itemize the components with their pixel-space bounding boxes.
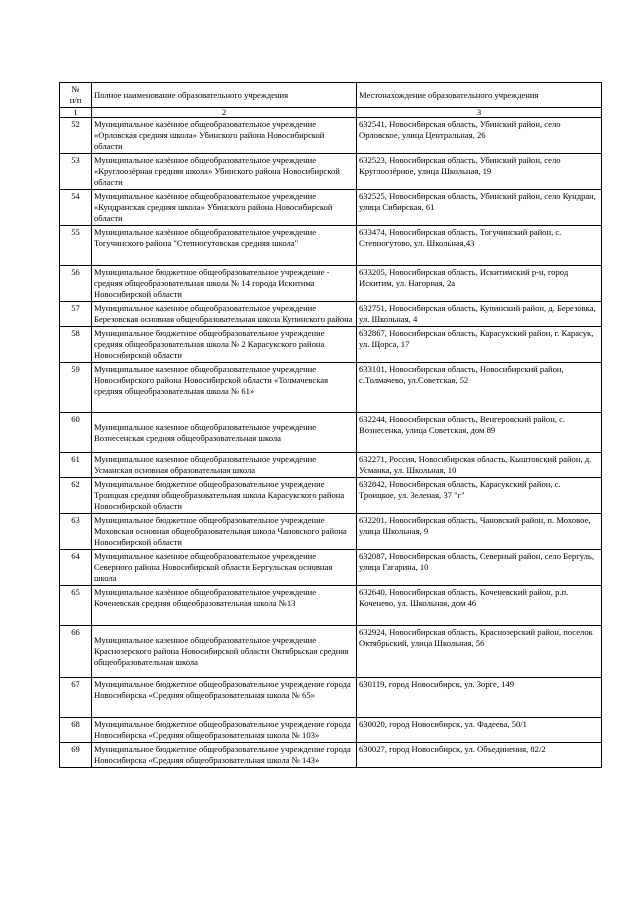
table-row (60, 586, 602, 626)
institution-name: Муниципальное казённое общеобразовательное учреждение Тогучинского района "Степногутовская средняя школа" (92, 226, 357, 266)
table-row (60, 514, 602, 550)
institution-address: 632924, Новосибирская область, Краснозерский район, поселок Октябрьский, улица Школьная, 56 (357, 626, 602, 678)
table-row (60, 363, 602, 413)
table-row (60, 678, 602, 718)
row-number: 53 (60, 154, 92, 190)
institution-address: 632842, Новосибирская область, Карасукский район, с. Троицкое, ул. Зеленая, 37 "г" (357, 478, 602, 514)
institution-name: Муниципальное казенное общеобразовательное учреждение Березовская основная общеобразовательная школа Купинского района (92, 302, 357, 327)
institution-address: 633101, Новосибирская область, Новосибирский район, с.Толмачево, ул.Советская, 52 (357, 363, 602, 413)
institution-name: Муниципальное бюджетное общеобразовательное учреждение средняя общеобразовательная школа № 2 Карасукского района Новосибирской области (92, 327, 357, 363)
institution-address: 632271, Россия, Новосибирская область, Кыштовский район, д. Усманка, ул. Школьная, 10 (357, 453, 602, 478)
table-row (60, 327, 602, 363)
institution-address: 632201, Новосибирская область, Чановский район, п. Моховое, улица Школьная, 9 (357, 514, 602, 550)
column-index-row (60, 108, 602, 118)
header-num-text: № п/п (69, 84, 82, 105)
institution-name: Муниципальное бюджетное общеобразовательное учреждение города Новосибирска «Средняя общеобразовательная школа № 65» (92, 678, 357, 718)
institution-address: 632244, Новосибирская область, Венгеровский район, с. Вознесенка, улица Советская, дом 89 (357, 413, 602, 453)
institution-address: 633205, Новосибирская область, Искитимский р-н, город Искитим, ул. Нагорная, 2а (357, 266, 602, 302)
row-number: 68 (60, 718, 92, 743)
row-number: 65 (60, 586, 92, 626)
column-index: 3 (357, 108, 602, 118)
institution-name: Муниципальное бюджетное общеобразовательное учреждение - средняя общеобразовательная школа № 14 города Искитима Новосибирской области (92, 266, 357, 302)
row-number: 55 (60, 226, 92, 266)
institution-name: Муниципальное бюджетное общеобразовательное учреждение города Новосибирска «Средняя общеобразовательная школа № 143» (92, 743, 357, 768)
institution-name: Муниципальное казенное общеобразовательное учреждение Вознесенская средняя общеобразовательная школа (92, 413, 357, 453)
institution-address: 630020, город Новосибирск, ул. Фадеева, 50/1 (357, 718, 602, 743)
header-address: Местонахождение образовательного учреждения (357, 83, 602, 108)
institution-address: 632523, Новосибирская область, Убинский район, село Круглоозёрное, улица Школьная, 19 (357, 154, 602, 190)
row-number: 61 (60, 453, 92, 478)
table-row (60, 266, 602, 302)
row-number: 64 (60, 550, 92, 586)
row-number: 63 (60, 514, 92, 550)
table-row (60, 190, 602, 226)
institution-name: Муниципальное казенное общеобразовательное учреждение Северного района Новосибирской области Бергульская основная школа (92, 550, 357, 586)
row-number: 58 (60, 327, 92, 363)
institution-address: 632541, Новосибирская область, Убинский район, село Орловское, улица Центральная, 26 (357, 118, 602, 154)
institution-address: 632525, Новосибирская область, Убинский район, село Кундран, улица Сибирская, 61 (357, 190, 602, 226)
row-number: 59 (60, 363, 92, 413)
header-num (60, 83, 92, 108)
table-body (60, 118, 602, 768)
table-header-row (60, 83, 602, 108)
table-row (60, 118, 602, 154)
institution-name: Муниципальное бюджетное общеобразовательное учреждение города Новосибирска «Средняя общеобразовательная школа № 103» (92, 718, 357, 743)
institution-address: 632867, Новосибирская область, Карасукский район, г. Карасук, ул. Щорса, 17 (357, 327, 602, 363)
table-row (60, 626, 602, 678)
table-row (60, 550, 602, 586)
table-row (60, 154, 602, 190)
institution-address: 632751, Новосибирская область, Купинский район, д. Березовка, ул. Школьная, 4 (357, 302, 602, 327)
institution-name: Муниципальное казённое общеобразовательное учреждение «Круглоозёрная средняя школа» Убинского района Новосибирской области (92, 154, 357, 190)
row-number: 57 (60, 302, 92, 327)
institution-address: 632640, Новосибирская область, Коченевский район, р.п. Коченево, ул. Школьная, дом 46 (357, 586, 602, 626)
row-number: 66 (60, 626, 92, 678)
institution-name: Муниципальное бюджетное общеобразовательное учреждение Моховская основная общеобразовательная школа Чановского района Новосибирской области (92, 514, 357, 550)
row-number: 69 (60, 743, 92, 768)
institution-name: Муниципальное казенное общеобразовательное учреждение Новосибирского района Новосибирской области «Толмачевская средняя общеобразовательная школа № 61» (92, 363, 357, 413)
schools-table (59, 82, 602, 768)
header-name: Полное наименование образовательного учреждения (92, 83, 357, 108)
table-row (60, 478, 602, 514)
row-number: 52 (60, 118, 92, 154)
table-row (60, 226, 602, 266)
row-number: 56 (60, 266, 92, 302)
row-number: 54 (60, 190, 92, 226)
table-row (60, 302, 602, 327)
institution-name: Муниципальное казенное общеобразовательное учреждение Краснозерского района Новосибирской области Октябрьская средняя общеобразовательная школа (92, 626, 357, 678)
table-row (60, 413, 602, 453)
institution-name: Муниципальное бюджетное общеобразовательное учреждение Троицкая средняя общеобразовательная школа Карасукского района Новосибирской области (92, 478, 357, 514)
column-index: 1 (60, 108, 92, 118)
table-row (60, 743, 602, 768)
institution-address: 633474, Новосибирская область, Тогучинский район, с. Степногутово, ул. Школьная,43 (357, 226, 602, 266)
institution-name: Муниципальное казённое общеобразовательное учреждение Коченевская средняя общеобразовательная школа №13 (92, 586, 357, 626)
row-number: 60 (60, 413, 92, 453)
row-number: 62 (60, 478, 92, 514)
institution-name: Муниципальное казённое общеобразовательное учреждение «Орловская средняя школа» Убинского района Новосибирской области (92, 118, 357, 154)
institution-name: Муниципальное казённое общеобразовательное учреждение «Кундранская средняя школа» Убинского района Новосибирской области (92, 190, 357, 226)
column-index: 2 (92, 108, 357, 118)
table-row (60, 718, 602, 743)
row-number: 67 (60, 678, 92, 718)
institution-address: 632087, Новосибирская область, Северный район, село Бергуль, улица Гагарина, 10 (357, 550, 602, 586)
institution-address: 630119, город Новосибирск, ул. Зорге, 149 (357, 678, 602, 718)
institution-address: 630027, город Новосибирск, ул. Объединения, 82/2 (357, 743, 602, 768)
institution-name: Муниципальное казенное общеобразовательное учреждение Усманская основная образовательная школа (92, 453, 357, 478)
table-row (60, 453, 602, 478)
